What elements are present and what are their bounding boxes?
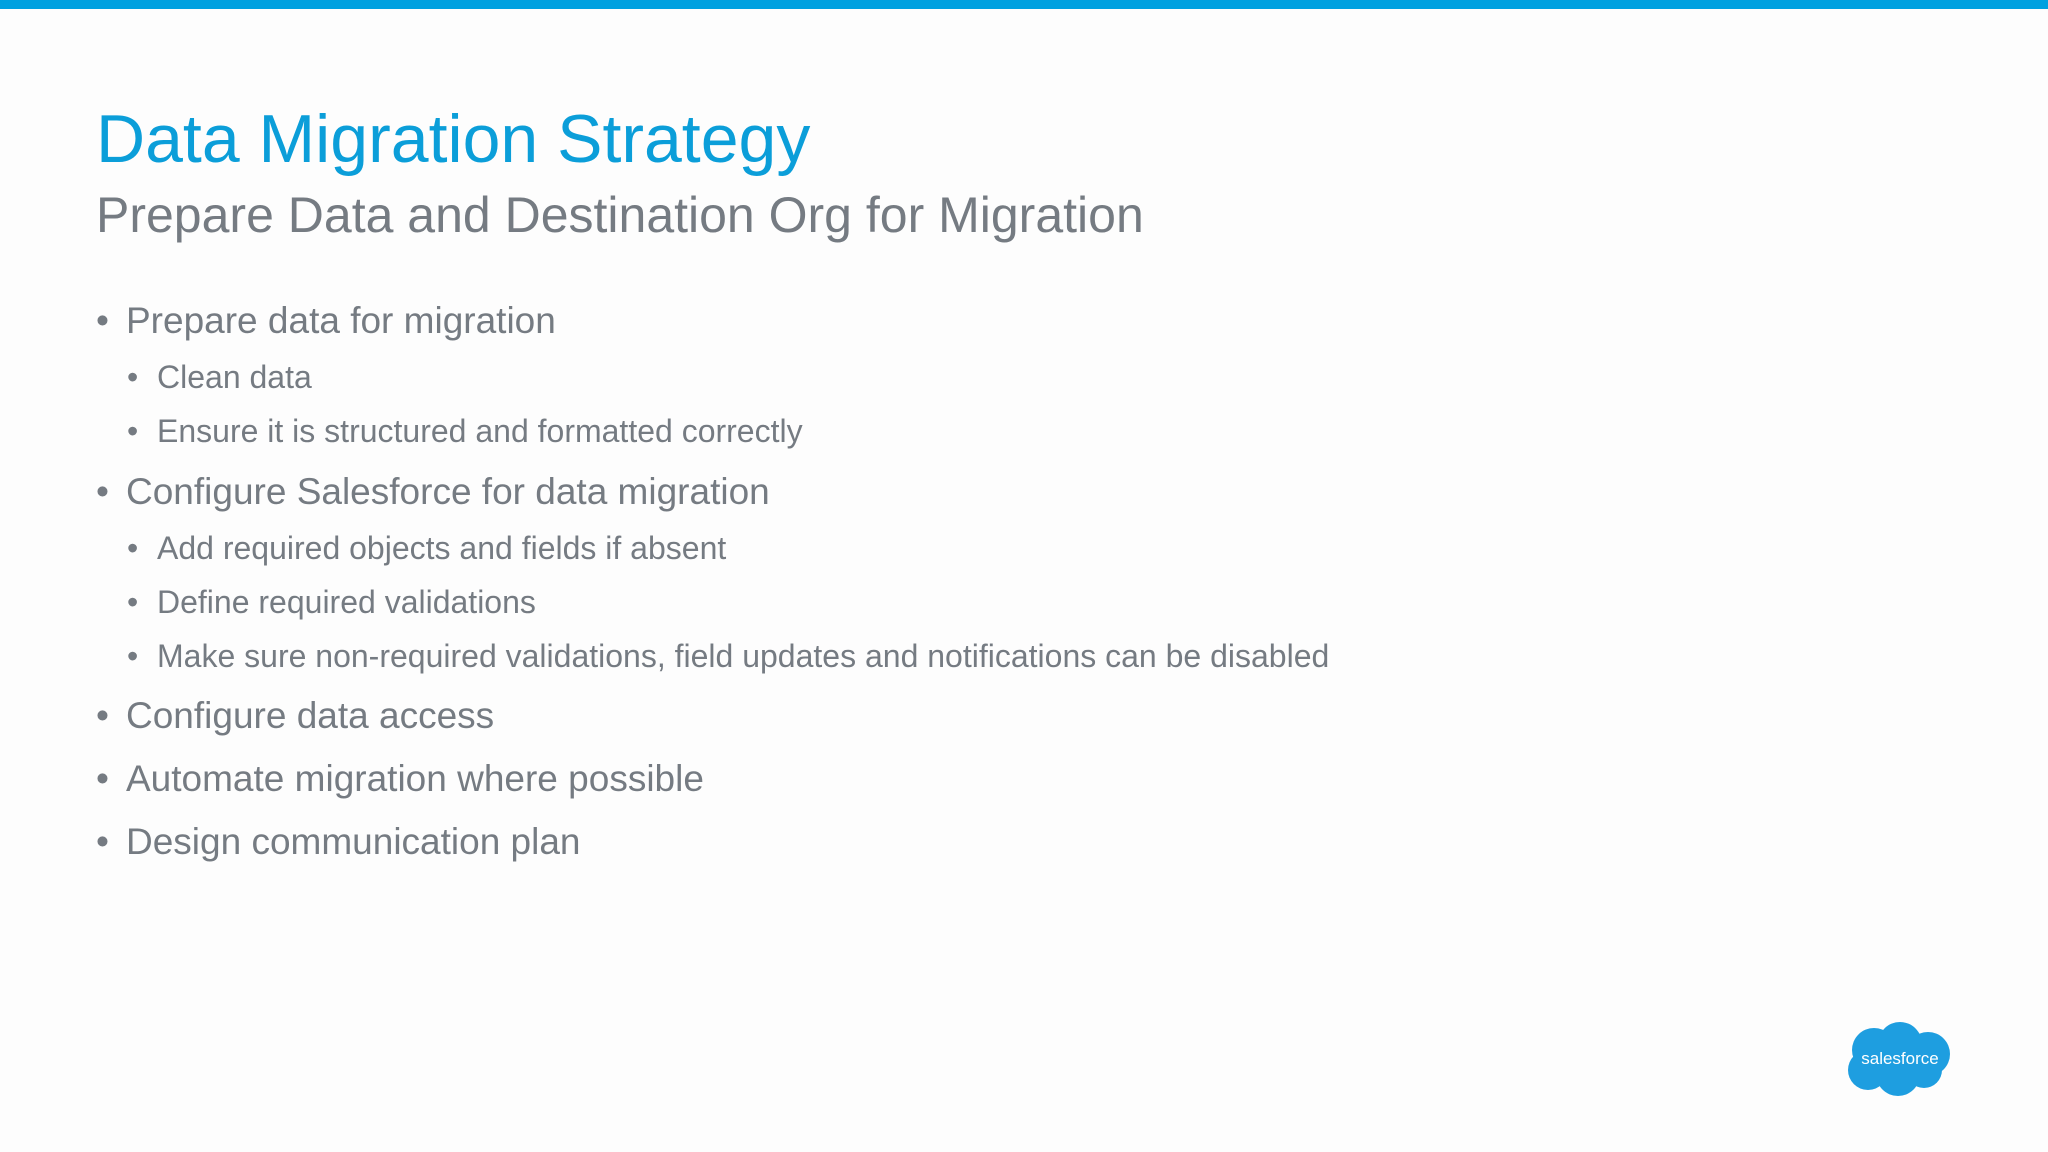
bullet-item-level2 — [127, 411, 803, 451]
bullet-item-level1 — [96, 693, 495, 739]
bullet-dot: • — [127, 638, 139, 674]
bullet-item-level1 — [96, 819, 581, 865]
bullet-item-level2 — [127, 582, 536, 622]
bullet-dot: • — [96, 300, 109, 341]
bullet-dot: • — [96, 821, 109, 862]
bullet-text: Design communication plan — [126, 821, 581, 862]
bullet-text: Automate migration where possible — [126, 758, 704, 799]
bullet-item-level2 — [127, 357, 312, 397]
bullet-dot: • — [127, 530, 139, 566]
bullet-dot: • — [127, 584, 139, 620]
bullet-text: Define required validations — [157, 584, 536, 620]
bullet-item-level2 — [127, 636, 1330, 676]
bullet-dot: • — [127, 359, 139, 395]
bullet-text: Make sure non-required validations, field updates and notifications can be disabled — [157, 638, 1330, 674]
bullet-dot: • — [127, 413, 139, 449]
bullet-dot: • — [96, 695, 109, 736]
logo-wordmark: salesforce — [1861, 1049, 1939, 1068]
bullet-dot: • — [96, 758, 109, 799]
slide-title: Data Migration Strategy — [96, 101, 811, 177]
bullet-item-level1 — [96, 469, 770, 515]
bullet-text: Ensure it is structured and formatted correctly — [157, 413, 803, 449]
bullet-item-level2 — [127, 528, 727, 568]
bullet-text: Clean data — [157, 359, 312, 395]
top-accent-bar — [0, 0, 2048, 9]
bullet-text: Add required objects and fields if absent — [157, 530, 727, 566]
slide-subtitle: Prepare Data and Destination Org for Migration — [96, 187, 1144, 243]
bullet-text: Configure Salesforce for data migration — [126, 471, 770, 512]
bullet-text: Prepare data for migration — [126, 300, 556, 341]
bullet-text: Configure data access — [126, 695, 495, 736]
bullet-dot: • — [96, 471, 109, 512]
bullet-item-level1 — [96, 298, 556, 344]
salesforce-cloud-logo — [1844, 1020, 1956, 1100]
bullet-item-level1 — [96, 756, 704, 802]
